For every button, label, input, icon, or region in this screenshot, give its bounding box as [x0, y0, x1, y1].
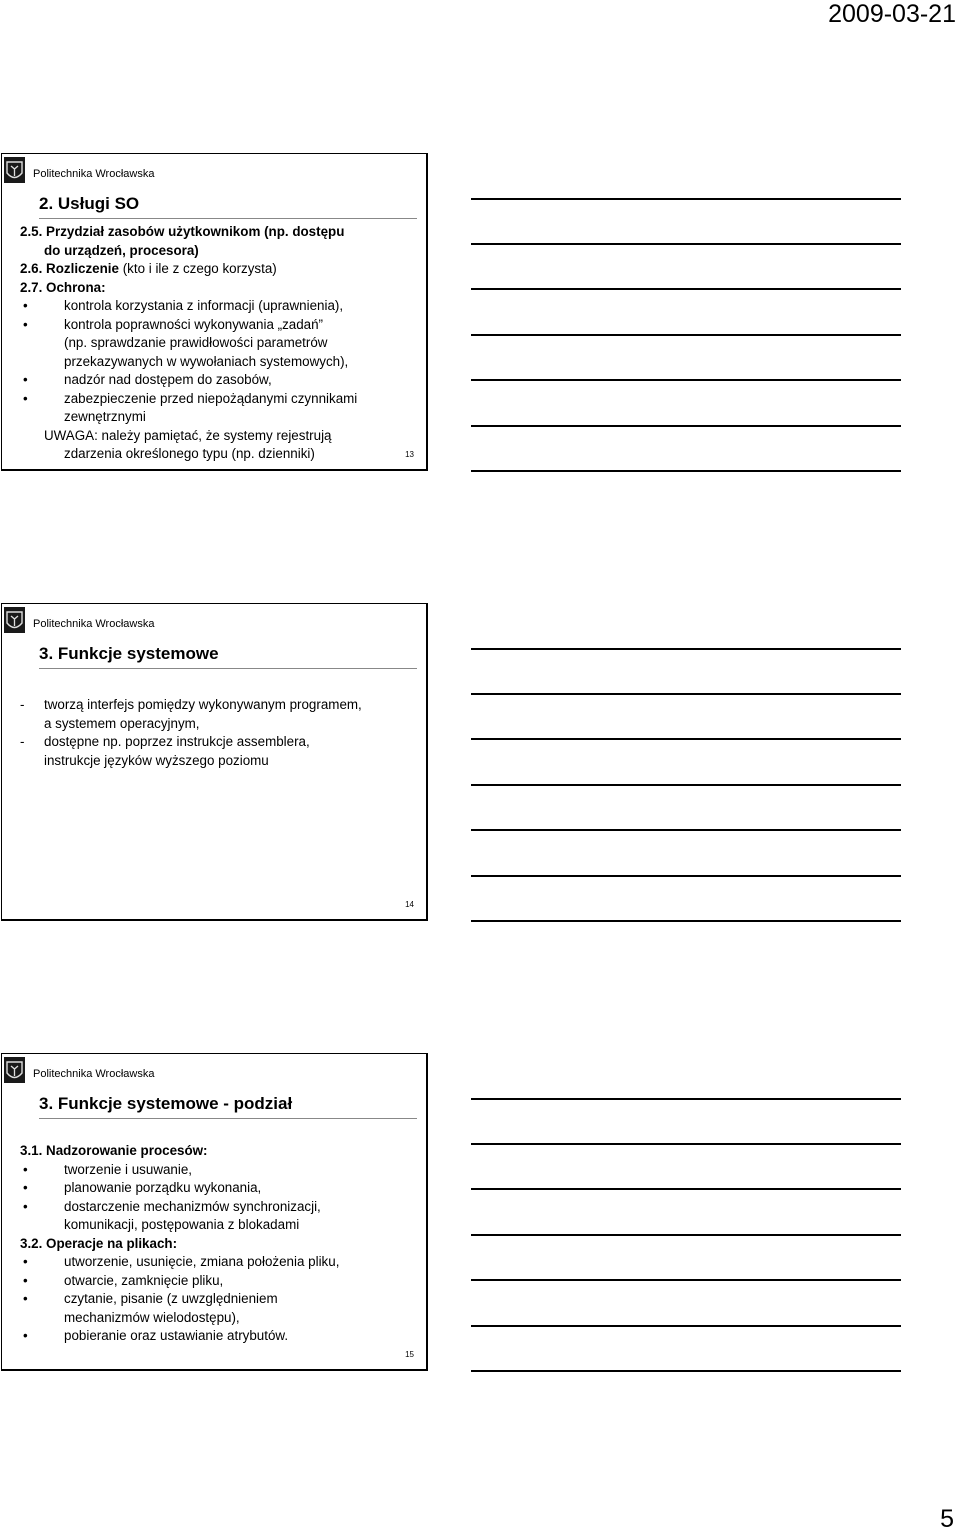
- university-logo: [4, 157, 25, 183]
- institution-name: Politechnika Wrocławska: [33, 1068, 155, 1080]
- header-date: 2009-03-21: [828, 0, 956, 28]
- dash-icon: -: [20, 734, 25, 749]
- text-line: 2.5. Przydział zasobów użytkownikom (np. dostępu: [20, 224, 345, 239]
- list-item: - tworzą interfejs pomiędzy wykonywanym programem,: [20, 696, 418, 715]
- slide-title: 3. Funkcje systemowe: [39, 644, 219, 663]
- slide-15: [1, 1053, 428, 1371]
- text-line: przekazywanych w wywołaniach systemowych),: [64, 353, 349, 369]
- list-item: • kontrola korzystania z informacji (uprawnienia),: [20, 297, 418, 316]
- institution-name: Politechnika Wrocławska: [33, 168, 155, 180]
- list-item: • pobieranie oraz ustawianie atrybutów.: [20, 1327, 418, 1346]
- slide-title: 2. Usługi SO: [39, 194, 140, 213]
- list-item: • czytanie, pisanie (z uwzględnieniem: [20, 1290, 418, 1309]
- bullet-icon: •: [23, 1328, 28, 1343]
- list-item: • nadzór nad dostępem do zasobów,: [20, 371, 418, 390]
- list-item: • planowanie porządku wykonania,: [20, 1179, 418, 1198]
- list-item: - dostępne np. poprzez instrukcje assemblera,: [20, 733, 418, 752]
- bullet-icon: •: [23, 316, 28, 332]
- text-line: 2.6. Rozliczenie (kto i ile z czego korzysta): [20, 261, 277, 276]
- list-item: • kontrola poprawności wykonywania „zadań”: [20, 316, 418, 335]
- text-line: (np. sprawdzanie prawidłowości parametrów: [64, 335, 328, 350]
- text-line: 3.2. Operacje na plikach:: [20, 1235, 178, 1251]
- slide-14: [1, 603, 428, 921]
- text-line: a systemem operacyjnym,: [44, 715, 200, 731]
- slide-number: 13: [405, 450, 414, 459]
- text-line: komunikacji, postępowania z blokadami: [64, 1217, 300, 1232]
- list-item: • tworzenie i usuwanie,: [20, 1161, 418, 1180]
- title-rule: [39, 1118, 417, 1119]
- institution-name: Politechnika Wrocławska: [33, 618, 155, 630]
- list-item: • otwarcie, zamknięcie pliku,: [20, 1272, 418, 1291]
- dash-icon: -: [20, 697, 25, 712]
- text-line: mechanizmów wielodostępu),: [64, 1309, 240, 1325]
- bullet-icon: •: [23, 372, 28, 387]
- text-line: UWAGA: należy pamiętać, że systemy rejestrują: [44, 427, 332, 443]
- page-number: 5: [940, 1505, 954, 1533]
- slide-number: 14: [405, 900, 414, 909]
- text-line: instrukcje języków wyższego poziomu: [44, 752, 269, 768]
- text-line: zdarzenia określonego typu (np. dzienniki): [64, 446, 315, 461]
- title-rule: [39, 218, 417, 219]
- text-line: zewnętrznymi: [64, 409, 146, 424]
- slide-number: 15: [405, 1350, 414, 1359]
- list-item: • dostarczenie mechanizmów synchronizacji,: [20, 1198, 418, 1217]
- bullet-icon: •: [23, 1161, 28, 1177]
- list-item: • zabezpieczenie przed niepożądanymi czynnikami: [20, 390, 418, 409]
- slide-body: [20, 696, 418, 770]
- list-item: • utworzenie, usunięcie, zmiana położenia pliku,: [20, 1253, 418, 1272]
- slide-title: 3. Funkcje systemowe - podział: [39, 1094, 293, 1113]
- bullet-icon: •: [23, 1254, 28, 1269]
- bullet-icon: •: [23, 1291, 28, 1306]
- bullet-icon: •: [23, 298, 28, 313]
- bullet-icon: •: [23, 1180, 28, 1195]
- bullet-icon: •: [23, 390, 28, 406]
- slide-13: [1, 153, 428, 471]
- text-line: 2.7. Ochrona:: [20, 279, 106, 295]
- slide-body: [20, 223, 418, 464]
- university-logo: [4, 1057, 25, 1083]
- university-logo: [4, 607, 25, 633]
- bullet-icon: •: [23, 1198, 28, 1214]
- text-line: do urządzeń, procesora): [44, 242, 199, 258]
- bullet-icon: •: [23, 1272, 28, 1288]
- title-rule: [39, 668, 417, 669]
- text-line: 3.1. Nadzorowanie procesów:: [20, 1143, 208, 1158]
- slide-body: [20, 1142, 418, 1346]
